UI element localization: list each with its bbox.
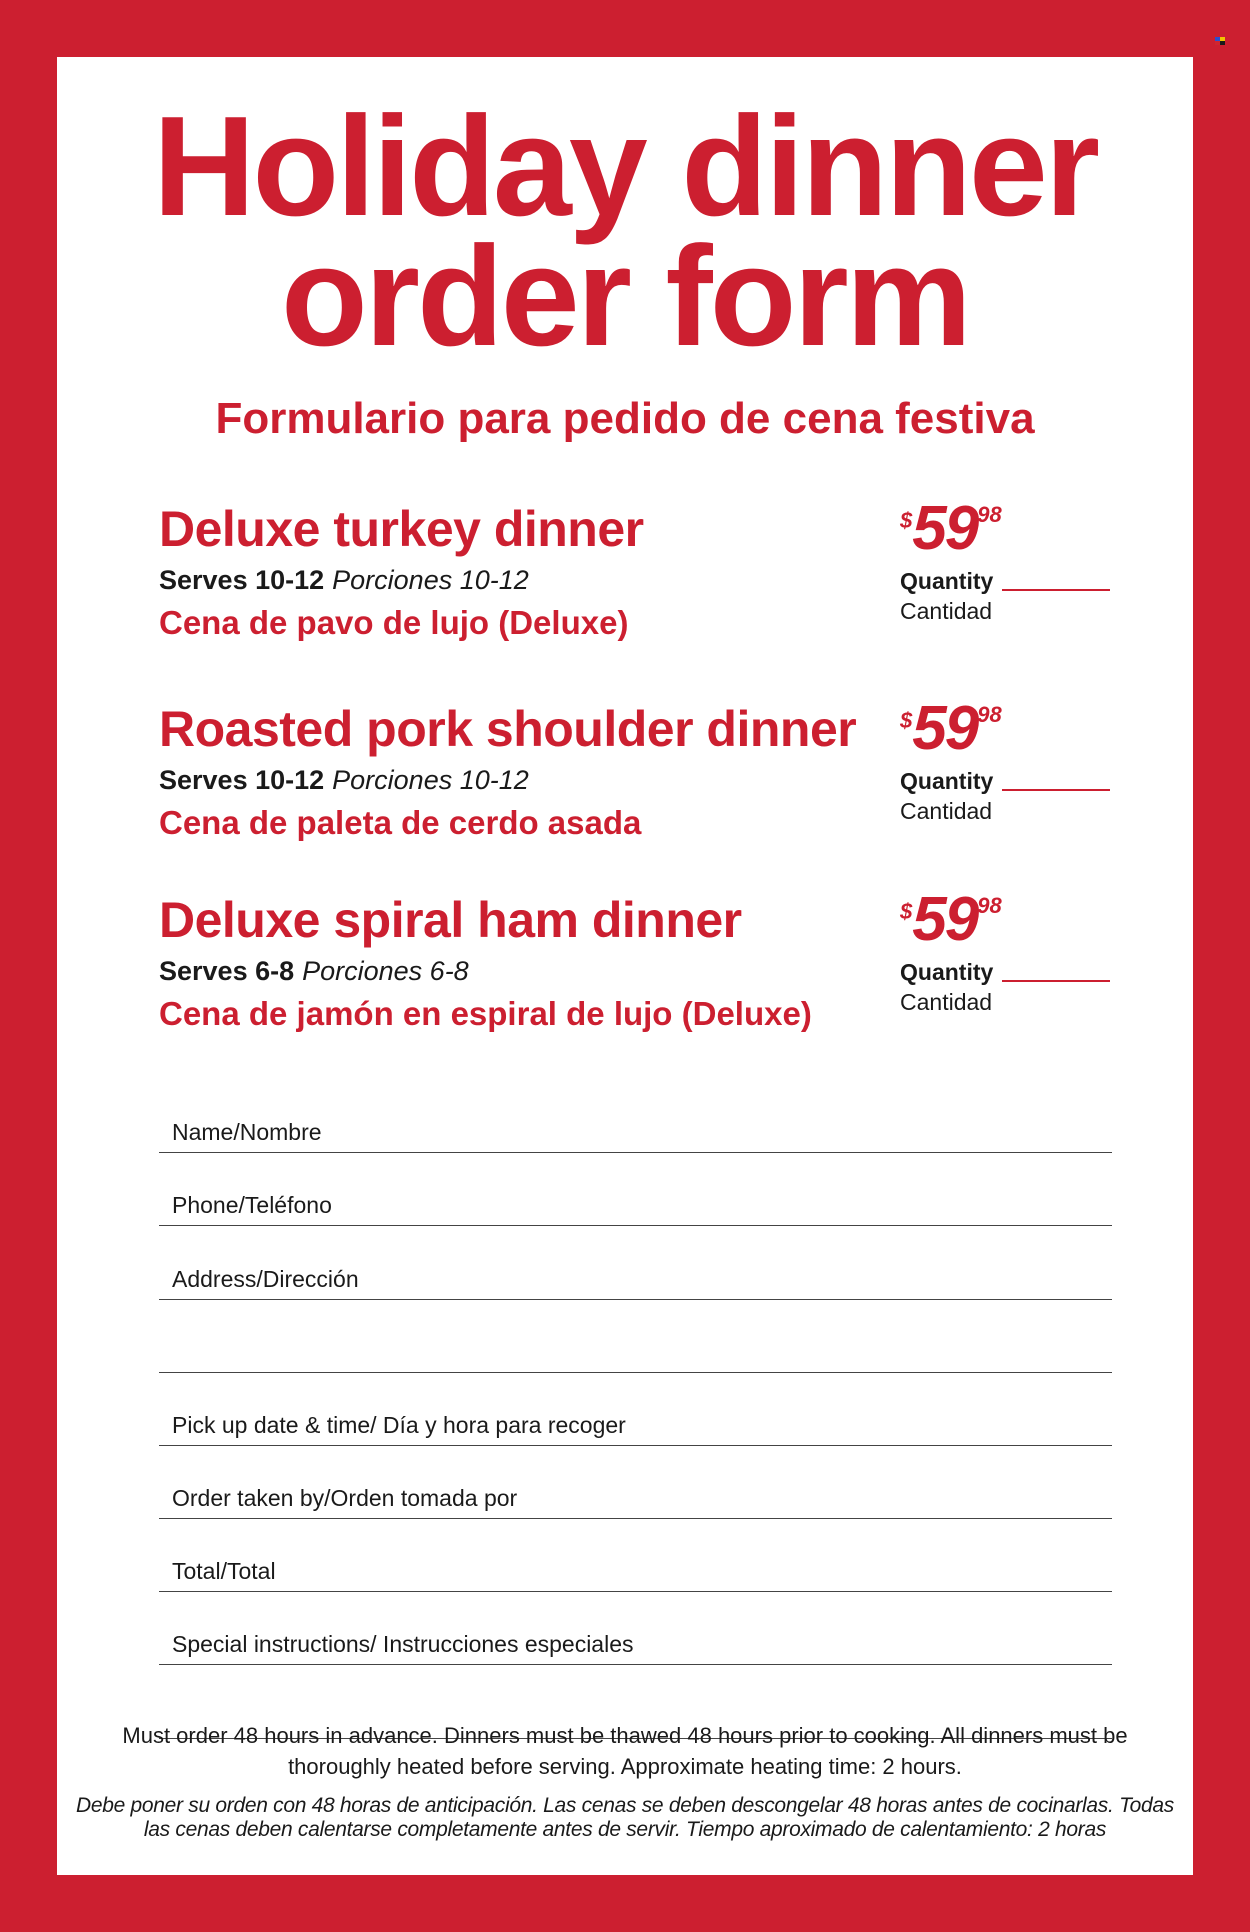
- serves-es: Porciones 10-12: [332, 765, 529, 795]
- field-label: Phone/Teléfono: [172, 1192, 332, 1218]
- phone-field[interactable]: [159, 1185, 1112, 1226]
- quantity-write-line[interactable]: [1002, 980, 1110, 982]
- quantity-field[interactable]: [900, 566, 1150, 626]
- quantity-label-es: Cantidad: [900, 989, 993, 1015]
- title-line-1: Holiday dinner: [152, 87, 1098, 246]
- field-label: Order taken by/Orden tomada por: [172, 1485, 518, 1511]
- order-form-page: [57, 57, 1193, 1875]
- dinner-item-ham: [159, 885, 1193, 1091]
- serves-en: Serves 10-12: [159, 765, 325, 795]
- price-tag: [900, 885, 1002, 955]
- price-currency: $: [900, 508, 913, 533]
- address-field[interactable]: [159, 1259, 1112, 1300]
- field-label: Total/Total: [172, 1558, 276, 1584]
- price-tag: [900, 494, 1002, 564]
- serves-en: Serves 6-8: [159, 956, 295, 986]
- price-dollars: 59: [912, 885, 978, 954]
- instructions-note-en: Must order 48 hours in advance. Dinners must be thawed 48 hours prior to cooking. All dinners must be thoroughly heated before serving. Approximate heating time: 2 hours.: [122, 1723, 1128, 1779]
- price-cents: 98: [977, 502, 1002, 527]
- field-label: Pick up date & time/ Día y hora para recoger: [172, 1412, 626, 1438]
- quantity-label-es: Cantidad: [900, 798, 993, 824]
- serves-es: Porciones 6-8: [302, 956, 469, 986]
- dinner-name-es: Cena de paleta de cerdo asada: [159, 804, 642, 841]
- dinner-serves: [159, 763, 529, 797]
- form-title: [57, 87, 1193, 376]
- quantity-label: Quantity: [900, 768, 994, 794]
- order-taken-by-field[interactable]: [159, 1478, 1112, 1519]
- quantity-write-line[interactable]: [1002, 589, 1110, 591]
- name-field[interactable]: [159, 1112, 1112, 1153]
- dinner-name-es: Cena de jamón en espiral de lujo (Deluxe): [159, 995, 812, 1032]
- price-currency: $: [900, 899, 913, 924]
- field-label: Name/Nombre: [172, 1119, 322, 1145]
- dinner-name: Roasted pork shoulder dinner: [159, 701, 857, 757]
- dinner-name-es: Cena de pavo de lujo (Deluxe): [159, 604, 629, 641]
- form-subtitle: Formulario para pedido de cena festiva: [215, 394, 1035, 443]
- dinner-item-turkey: [159, 494, 1193, 700]
- price-dollars: 59: [912, 494, 978, 563]
- quantity-label: Quantity: [900, 568, 994, 594]
- total-field[interactable]: [159, 1551, 1112, 1592]
- dinner-name: Deluxe spiral ham dinner: [159, 892, 742, 948]
- price-cents: 98: [977, 702, 1002, 727]
- print-registration-mark: [1215, 37, 1225, 45]
- price-dollars: 59: [912, 694, 978, 763]
- field-label: Special instructions/ Instrucciones especiales: [172, 1631, 634, 1657]
- price-tag: [900, 694, 1002, 764]
- serves-es: Porciones 10-12: [332, 565, 529, 595]
- quantity-label-es: Cantidad: [900, 598, 993, 624]
- serves-en: Serves 10-12: [159, 565, 325, 595]
- dinner-serves: [159, 954, 469, 988]
- address-field-line-2[interactable]: [159, 1332, 1112, 1373]
- quantity-write-line[interactable]: [1002, 789, 1110, 791]
- pickup-datetime-field[interactable]: [159, 1405, 1112, 1446]
- field-label: Address/Dirección: [172, 1266, 359, 1292]
- price-currency: $: [900, 708, 913, 733]
- special-instructions-field[interactable]: [159, 1624, 1112, 1665]
- quantity-field[interactable]: [900, 766, 1150, 826]
- dinner-name: Deluxe turkey dinner: [159, 501, 644, 557]
- dinner-item-pork: [159, 694, 1193, 900]
- price-cents: 98: [977, 893, 1002, 918]
- title-line-2: order form: [281, 217, 969, 376]
- quantity-label: Quantity: [900, 959, 994, 985]
- quantity-field[interactable]: [900, 957, 1150, 1017]
- instructions-note-es: Debe poner su orden con 48 horas de anticipación. Las cenas se deben descongelar 48 horas antes de cocinarlas. Todas las cenas deben calentarse completamente antes de servir. Tiempo aproximado de calentamiento: 2 horas: [75, 1794, 1175, 1841]
- dinner-serves: [159, 563, 529, 597]
